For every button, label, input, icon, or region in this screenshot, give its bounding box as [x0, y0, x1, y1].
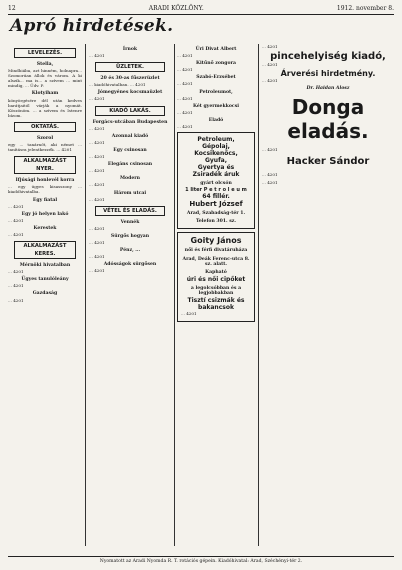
ad-text: ... 4201	[89, 154, 105, 160]
petroleum-line: Gyufa,	[204, 157, 228, 165]
section-label-kiado-lakas: KIADÓ LAKÁS.	[95, 106, 165, 116]
ad-heading: Stella,	[36, 62, 54, 67]
goity-line: a legolcsóbban és a legjobbakban	[190, 285, 242, 296]
ad-text: ... 4201	[8, 231, 24, 237]
section-masthead: Apró hirdetések.	[10, 16, 174, 36]
column-2	[89, 44, 171, 546]
hacker-name: Hacker Sándor	[286, 156, 370, 168]
ad-heading: Szorol	[36, 135, 54, 141]
ad-text: könyörgésére dél után kedves barátjaitól várják a nyomát. Köszönöm. ... a szívem és Istenre bízom.	[8, 97, 82, 118]
ad-text: ... 4201	[262, 78, 278, 84]
pince-title: pincehelyiség kiadó,	[270, 51, 386, 63]
goity-line: Kapható	[205, 269, 227, 275]
ad-text: ... 4201	[89, 196, 105, 202]
ad-heading: Modern	[119, 176, 141, 182]
ad-text: ... 4201	[8, 217, 24, 223]
page-number: 12	[8, 4, 16, 12]
ad-heading: Gazdaság	[32, 291, 58, 297]
ad-text: ... 4201	[262, 172, 278, 178]
signature: Dr. Haidan Alosz	[306, 86, 350, 92]
ad-text: ... egy ügyes kisasszony ... kiadóhivatalba.	[8, 184, 82, 195]
section-label-vetel-eladas: VÉTEL ÉS ELADÁS.	[95, 206, 165, 216]
ad-text: ... kiadóhivatalban. ... 4201	[89, 82, 146, 88]
ad-text: ... 4201	[89, 268, 105, 274]
ad-heading: Két gyermekkocsi	[192, 103, 240, 109]
ad-heading: Pénz, ...	[119, 248, 141, 254]
ad-heading: Kitűnő zongora	[196, 61, 236, 67]
ad-heading: Eladó	[208, 117, 224, 123]
ad-heading: Sürgős hogyan	[110, 233, 150, 239]
ad-text: ... 4201	[89, 139, 105, 145]
ad-heading: Egy csinosan	[113, 147, 147, 153]
donga-headline: Donga eladás.	[287, 95, 369, 144]
petroleum-line: Petroleum,	[197, 136, 235, 144]
ad-heading: Egy fiatal	[32, 197, 58, 203]
section-label-alkalmazast-nyer: ALKALMAZÁST NYER.	[14, 156, 76, 174]
ad-heading: Petroleumot,	[199, 89, 233, 95]
section-label-alkalmazast-keres: ALKALMAZÁST KERES.	[14, 241, 76, 259]
ad-text: ... 4201	[89, 168, 105, 174]
ad-heading: Adósságok sürgősen	[103, 262, 157, 268]
ad-text: ... 4201	[177, 67, 193, 73]
ad-text: ... 4201	[89, 182, 105, 188]
petroleum-line: Gyertya és	[197, 164, 235, 172]
ad-text: ... 4201	[177, 124, 193, 130]
column-4	[262, 44, 394, 546]
ad-heading: Úri Divat Albert	[195, 47, 237, 52]
section-label-levelezes: LEVELEZÉS.	[14, 48, 76, 58]
ad-text: ... 4201	[89, 225, 105, 231]
ad-heading: Ifjúsági honlevél korra	[15, 178, 75, 184]
petroleum-name: Hubert József	[189, 200, 243, 209]
ad-text: ... 4201	[177, 81, 193, 87]
column-3	[177, 44, 255, 546]
column-rule	[258, 44, 259, 546]
ad-text: ... 4201	[262, 62, 278, 68]
ad-heading: Mérnöki hivatalban	[19, 263, 71, 269]
column-rule	[174, 44, 175, 546]
goity-line: Arad, Deák Ferenc-utca 8. sz. alatt.	[182, 256, 250, 267]
ad-heading: Klotyiham	[31, 91, 59, 97]
goity-ad	[177, 232, 255, 322]
ad-text: ... 4201	[89, 53, 105, 59]
ad-text: Mindhiába, azt hinném, holnapra... Szomorúan állok és várom. A ki alszik... ma is... a szívem ... mint mindig, ... Üdv. P.	[8, 68, 82, 89]
goity-headline: Tisztí csizmák és bakancsok	[187, 296, 245, 311]
ad-heading: Vennék	[120, 219, 140, 225]
ad-heading: Három utcai	[113, 190, 147, 196]
goity-line: ... 4201	[181, 310, 197, 316]
column-1	[8, 44, 82, 546]
petroleum-vertical: 1 liter P e t r o l e u m	[185, 187, 247, 194]
petroleum-line: Zsiradék áruk	[192, 171, 240, 179]
page-footer: Nyomatott az Aradi Nyomda R. T. rotációs gépein. Kiadóhivatal: Arad, Széchényi-tér 2.	[8, 556, 394, 564]
ad-heading: Szabó-Erzsébet	[196, 75, 236, 81]
ad-text: ... 4201	[262, 147, 278, 153]
petroleum-line: Kocsikenőcs,	[194, 150, 238, 158]
auction-title: Árverési hirdetmény.	[280, 69, 376, 79]
ad-heading: Ügyes tanulóleány	[21, 277, 69, 283]
ad-heading: Kerestek	[33, 225, 57, 231]
ad-heading: Egy jó helyen lakó	[21, 211, 69, 217]
petroleum-ad	[177, 132, 255, 229]
paper-title: ARADI KÖZLÖNY.	[148, 4, 204, 12]
ad-heading: Forgács-utcában Budapesten	[92, 119, 168, 125]
ad-heading: Elegáns csinosan	[107, 162, 153, 168]
page-header	[8, 2, 394, 15]
ad-heading: 20 és 30-as fűszerüzlet	[100, 76, 160, 82]
ad-text: ... 4201	[177, 53, 193, 59]
ad-text: ... 4201	[177, 95, 193, 101]
goity-line: női és férfi divatáruháza	[184, 248, 248, 254]
ad-text: ... 4201	[89, 125, 105, 131]
petroleum-price: 64 fillér.	[202, 193, 230, 201]
section-label-uzletek: ÜZLETEK.	[95, 62, 165, 72]
section-label-oktatas: OKTATÁS.	[14, 122, 76, 132]
ad-text: ... 4201	[8, 297, 24, 303]
ad-text: ... 4201	[8, 269, 24, 275]
ad-text: ... 4201	[8, 203, 24, 209]
ad-heading: Írnok	[122, 47, 138, 52]
petroleum-line: Gépolaj,	[202, 143, 230, 151]
ad-text: ... 4201	[262, 44, 278, 49]
ad-text: ... 4201	[89, 96, 105, 102]
goity-name: Goity János	[190, 236, 242, 246]
ad-text: egy ... tanárnőt, aki német ... tanításra jelentkezzék. ... 4201	[8, 142, 82, 153]
petroleum-telephone: Telefon 301. sz.	[195, 219, 237, 225]
ad-text: ... 4201	[8, 283, 24, 289]
ad-heading: Jómegyénes kocsmaüzlet	[97, 90, 163, 96]
ad-text: ... 4201	[89, 254, 105, 260]
column-rule	[85, 44, 86, 546]
goity-headline: úri és női cipőket	[186, 275, 246, 283]
ad-heading: Azonnal kiadó	[111, 133, 149, 139]
petroleum-address: Arad, Szabadság-tér 1.	[186, 211, 246, 217]
petroleum-sub: gyárt olcsón	[200, 181, 232, 187]
ad-text: ... 4201	[177, 109, 193, 115]
ad-text: ... 4201	[89, 239, 105, 245]
issue-date: 1912. november 8.	[336, 4, 394, 12]
ad-text: ... 4201	[262, 179, 278, 185]
